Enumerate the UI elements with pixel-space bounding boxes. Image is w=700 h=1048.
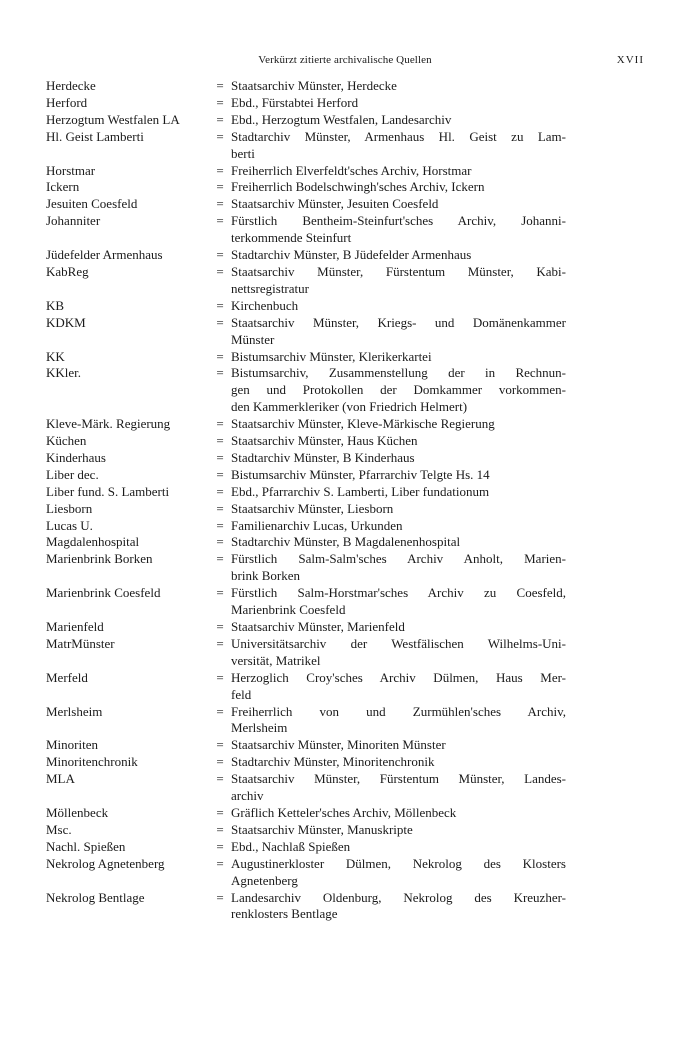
source-description bbox=[231, 822, 566, 839]
list-item bbox=[46, 95, 566, 112]
source-description bbox=[231, 247, 566, 264]
description-line: Staatsarchiv Münster, Haus Küchen bbox=[231, 433, 418, 449]
description-line: versität, Matrikel bbox=[231, 652, 321, 668]
abbreviation: Merfeld bbox=[46, 669, 88, 685]
abbreviation: Liber dec. bbox=[46, 466, 99, 482]
source-description bbox=[231, 298, 566, 315]
abbreviation: Nekrolog Agnetenberg bbox=[46, 855, 165, 871]
equals-sign: = bbox=[216, 889, 224, 905]
list-item bbox=[46, 315, 566, 349]
abbreviation: Ickern bbox=[46, 179, 80, 195]
equals-sign: = bbox=[216, 297, 224, 313]
description-line: feld bbox=[231, 686, 252, 702]
description-line: nettsregistratur bbox=[231, 280, 309, 296]
source-description bbox=[231, 450, 566, 467]
description-line: Familienarchiv Lucas, Urkunden bbox=[231, 517, 403, 533]
source-description bbox=[231, 805, 566, 822]
source-description bbox=[231, 771, 566, 805]
equals-sign: = bbox=[216, 128, 224, 144]
list-item bbox=[46, 636, 566, 670]
source-description bbox=[231, 129, 566, 163]
source-description bbox=[231, 670, 566, 704]
list-item bbox=[46, 670, 566, 704]
description-line: Ebd., Fürstabtei Herford bbox=[231, 94, 359, 110]
equals-sign: = bbox=[216, 449, 224, 465]
equals-sign: = bbox=[216, 534, 224, 550]
abbreviation: Herdecke bbox=[46, 78, 96, 93]
list-item bbox=[46, 890, 566, 924]
abbreviation: Herzogtum Westfalen LA bbox=[46, 111, 180, 127]
list-item bbox=[46, 518, 566, 535]
list-item bbox=[46, 619, 566, 636]
description-line: Stadtarchiv Münster, B Kinderhaus bbox=[231, 449, 415, 465]
abbreviation: MatrMünster bbox=[46, 635, 115, 651]
list-item bbox=[46, 247, 566, 264]
list-item bbox=[46, 298, 566, 315]
list-item bbox=[46, 213, 566, 247]
source-description bbox=[231, 534, 566, 551]
description-line: Freiherrlich Elverfeldt'sches Archiv, Horstmar bbox=[231, 162, 472, 178]
description-line: Stadtarchiv Münster, B Magdalenenhospital bbox=[231, 534, 461, 550]
equals-sign: = bbox=[216, 669, 224, 685]
source-description bbox=[231, 264, 566, 298]
source-description bbox=[231, 704, 566, 738]
abbreviation: Küchen bbox=[46, 433, 87, 449]
list-item bbox=[46, 534, 566, 551]
equals-sign: = bbox=[216, 466, 224, 482]
source-description bbox=[231, 636, 566, 670]
equals-sign: = bbox=[216, 483, 224, 499]
list-item bbox=[46, 179, 566, 196]
equals-sign: = bbox=[216, 635, 224, 651]
description-line: berti bbox=[231, 145, 255, 161]
description-line: Fürstlich Bentheim-Steinfurt'sches Archiv, Johanni- bbox=[231, 213, 566, 229]
description-line: Staatsarchiv Münster, Marienfeld bbox=[231, 619, 405, 634]
equals-sign: = bbox=[216, 94, 224, 110]
description-line: brink Borken bbox=[231, 568, 300, 584]
equals-sign: = bbox=[216, 771, 224, 787]
description-line: Herzoglich Croy'sches Archiv Dülmen, Haus Mer- bbox=[231, 669, 566, 685]
description-line: renklosters Bentlage bbox=[231, 906, 338, 922]
equals-sign: = bbox=[216, 517, 224, 533]
source-description bbox=[231, 467, 566, 484]
equals-sign: = bbox=[216, 78, 224, 93]
description-line: Bistumsarchiv Münster, Pfarrarchiv Telgte Hs. 14 bbox=[231, 466, 490, 482]
abbreviation: Liber fund. S. Lamberti bbox=[46, 483, 170, 499]
source-description bbox=[231, 112, 566, 129]
list-item bbox=[46, 737, 566, 754]
abbreviation: Kleve-Märk. Regierung bbox=[46, 416, 171, 432]
list-item bbox=[46, 585, 566, 619]
equals-sign: = bbox=[216, 179, 224, 195]
abbreviation: Herford bbox=[46, 94, 88, 110]
description-line: Staatsarchiv Münster, Herdecke bbox=[231, 78, 397, 93]
description-line: Gräflich Ketteler'sches Archiv, Möllenbeck bbox=[231, 804, 457, 820]
abbreviation: Marienbrink Borken bbox=[46, 551, 153, 567]
equals-sign: = bbox=[216, 162, 224, 178]
equals-sign: = bbox=[216, 754, 224, 770]
list-item bbox=[46, 416, 566, 433]
source-description bbox=[231, 95, 566, 112]
equals-sign: = bbox=[216, 247, 224, 263]
description-line: Agnetenberg bbox=[231, 872, 298, 888]
description-line: gen und Protokollen der Domkammer vorkommen- bbox=[231, 382, 566, 398]
source-description bbox=[231, 213, 566, 247]
list-item bbox=[46, 163, 566, 180]
source-description bbox=[231, 737, 566, 754]
description-line: Staatsarchiv Münster, Fürstentum Münster, Landes- bbox=[231, 771, 566, 787]
abbreviation: Minoritenchronik bbox=[46, 754, 138, 770]
source-description bbox=[231, 619, 566, 636]
source-description bbox=[231, 163, 566, 180]
list-item bbox=[46, 467, 566, 484]
description-line: Ebd., Nachlaß Spießen bbox=[231, 838, 351, 854]
equals-sign: = bbox=[216, 365, 224, 381]
equals-sign: = bbox=[216, 838, 224, 854]
source-description bbox=[231, 551, 566, 585]
list-item bbox=[46, 704, 566, 738]
equals-sign: = bbox=[216, 804, 224, 820]
source-description bbox=[231, 585, 566, 619]
list-item bbox=[46, 501, 566, 518]
abbreviation: Möllenbeck bbox=[46, 804, 109, 820]
running-title: Verkürzt zitierte archivalische Quellen bbox=[258, 54, 432, 66]
equals-sign: = bbox=[216, 213, 224, 229]
description-line: Merlsheim bbox=[231, 720, 288, 736]
equals-sign: = bbox=[216, 821, 224, 837]
description-line: Bistumsarchiv Münster, Klerikerkartei bbox=[231, 348, 432, 364]
source-description bbox=[231, 754, 566, 771]
description-line: Staatsarchiv Münster, Kleve-Märkische Regierung bbox=[231, 416, 495, 432]
abbreviation: Minoriten bbox=[46, 737, 98, 753]
abbreviation: KKler. bbox=[46, 365, 82, 381]
source-description bbox=[231, 890, 566, 924]
abbreviation: Nachl. Spießen bbox=[46, 838, 126, 854]
list-item bbox=[46, 551, 566, 585]
abbreviation: Hl. Geist Lamberti bbox=[46, 128, 144, 144]
abbreviation: KabReg bbox=[46, 263, 89, 279]
source-description bbox=[231, 484, 566, 501]
source-description bbox=[231, 179, 566, 196]
equals-sign: = bbox=[216, 416, 224, 432]
description-line: den Kammerkleriker (von Friedrich Helmert) bbox=[231, 399, 468, 415]
equals-sign: = bbox=[216, 348, 224, 364]
equals-sign: = bbox=[216, 196, 224, 212]
description-line: Fürstlich Salm-Salm'sches Archiv Anholt, Marien- bbox=[231, 551, 566, 567]
equals-sign: = bbox=[216, 263, 224, 279]
source-description bbox=[231, 856, 566, 890]
equals-sign: = bbox=[216, 619, 224, 634]
list-item bbox=[46, 805, 566, 822]
description-line: Staatsarchiv Münster, Manuskripte bbox=[231, 821, 413, 837]
abbreviation: Jesuiten Coesfeld bbox=[46, 196, 138, 212]
description-line: Fürstlich Salm-Horstmar'sches Archiv zu Coesfeld, bbox=[231, 585, 566, 601]
abbreviation: Nekrolog Bentlage bbox=[46, 889, 145, 905]
abbreviation: Msc. bbox=[46, 821, 72, 837]
abbreviation: Horstmar bbox=[46, 162, 96, 178]
description-line: Stadtarchiv Münster, B Jüdefelder Armenhaus bbox=[231, 247, 472, 263]
description-line: Staatsarchiv Münster, Fürstentum Münster, Kabi- bbox=[231, 263, 566, 279]
description-line: Staatsarchiv Münster, Jesuiten Coesfeld bbox=[231, 196, 439, 212]
description-line: Bistumsarchiv, Zusammenstellung der in Rechnun- bbox=[231, 365, 566, 381]
description-line: Staatsarchiv Münster, Minoriten Münster bbox=[231, 737, 446, 753]
description-line: Ebd., Herzogtum Westfalen, Landesarchiv bbox=[231, 111, 452, 127]
list-item bbox=[46, 856, 566, 890]
description-line: Ebd., Pfarrarchiv S. Lamberti, Liber fundationum bbox=[231, 483, 490, 499]
description-line: Landesarchiv Oldenburg, Nekrolog des Kreuzher- bbox=[231, 889, 566, 905]
abbreviation: Liesborn bbox=[46, 500, 93, 516]
description-line: Universitätsarchiv der Westfälischen Wilhelms-Uni- bbox=[231, 635, 566, 651]
list-item bbox=[46, 450, 566, 467]
source-description bbox=[231, 433, 566, 450]
list-item bbox=[46, 129, 566, 163]
description-line: Marienbrink Coesfeld bbox=[231, 602, 346, 618]
description-line: Kirchenbuch bbox=[231, 297, 299, 313]
abbreviation: KK bbox=[46, 348, 65, 364]
equals-sign: = bbox=[216, 111, 224, 127]
running-header bbox=[46, 54, 644, 72]
source-description bbox=[231, 501, 566, 518]
list-item bbox=[46, 771, 566, 805]
source-description bbox=[231, 315, 566, 349]
description-line: Freiherrlich Bodelschwingh'sches Archiv, Ickern bbox=[231, 179, 485, 195]
abbreviation: MLA bbox=[46, 771, 75, 787]
source-description bbox=[231, 518, 566, 535]
equals-sign: = bbox=[216, 433, 224, 449]
equals-sign: = bbox=[216, 855, 224, 871]
abbreviation: KB bbox=[46, 297, 65, 313]
equals-sign: = bbox=[216, 737, 224, 753]
description-line: Augustinerkloster Dülmen, Nekrolog des Klosters bbox=[231, 855, 566, 871]
abbreviation: Marienbrink Coesfeld bbox=[46, 585, 161, 601]
equals-sign: = bbox=[216, 703, 224, 719]
list-item bbox=[46, 112, 566, 129]
list-item bbox=[46, 349, 566, 366]
equals-sign: = bbox=[216, 551, 224, 567]
equals-sign: = bbox=[216, 314, 224, 330]
list-item bbox=[46, 365, 566, 416]
source-description bbox=[231, 839, 566, 856]
list-item bbox=[46, 484, 566, 501]
equals-sign: = bbox=[216, 500, 224, 516]
abbreviation: Lucas U. bbox=[46, 517, 93, 533]
source-description bbox=[231, 196, 566, 213]
description-line: Münster bbox=[231, 331, 275, 347]
list-item bbox=[46, 839, 566, 856]
description-line: Staatsarchiv Münster, Kriegs- und Domänenkammer bbox=[231, 314, 566, 330]
equals-sign: = bbox=[216, 585, 224, 601]
description-line: archiv bbox=[231, 788, 264, 804]
description-line: terkommende Steinfurt bbox=[231, 230, 352, 246]
list-item bbox=[46, 264, 566, 298]
source-description bbox=[231, 349, 566, 366]
abbreviation: Magdalenhospital bbox=[46, 534, 140, 550]
source-description bbox=[231, 78, 566, 95]
abbreviation: Merlsheim bbox=[46, 703, 103, 719]
description-line: Freiherrlich von und Zurmühlen'sches Archiv, bbox=[231, 703, 566, 719]
abbreviation: Marienfeld bbox=[46, 619, 104, 634]
source-description bbox=[231, 365, 566, 416]
page-number: XVII bbox=[616, 54, 644, 66]
abbreviation-list bbox=[46, 78, 566, 923]
description-line: Stadtarchiv Münster, Armenhaus Hl. Geist zu Lam- bbox=[231, 128, 566, 144]
list-item bbox=[46, 196, 566, 213]
list-item bbox=[46, 78, 566, 95]
list-item bbox=[46, 433, 566, 450]
list-item bbox=[46, 822, 566, 839]
abbreviation: Kinderhaus bbox=[46, 449, 106, 465]
source-description bbox=[231, 416, 566, 433]
description-line: Staatsarchiv Münster, Liesborn bbox=[231, 500, 394, 516]
abbreviation: KDKM bbox=[46, 314, 86, 330]
description-line: Stadtarchiv Münster, Minoritenchronik bbox=[231, 754, 435, 770]
list-item bbox=[46, 754, 566, 771]
abbreviation: Johanniter bbox=[46, 213, 101, 229]
abbreviation: Jüdefelder Armenhaus bbox=[46, 247, 163, 263]
